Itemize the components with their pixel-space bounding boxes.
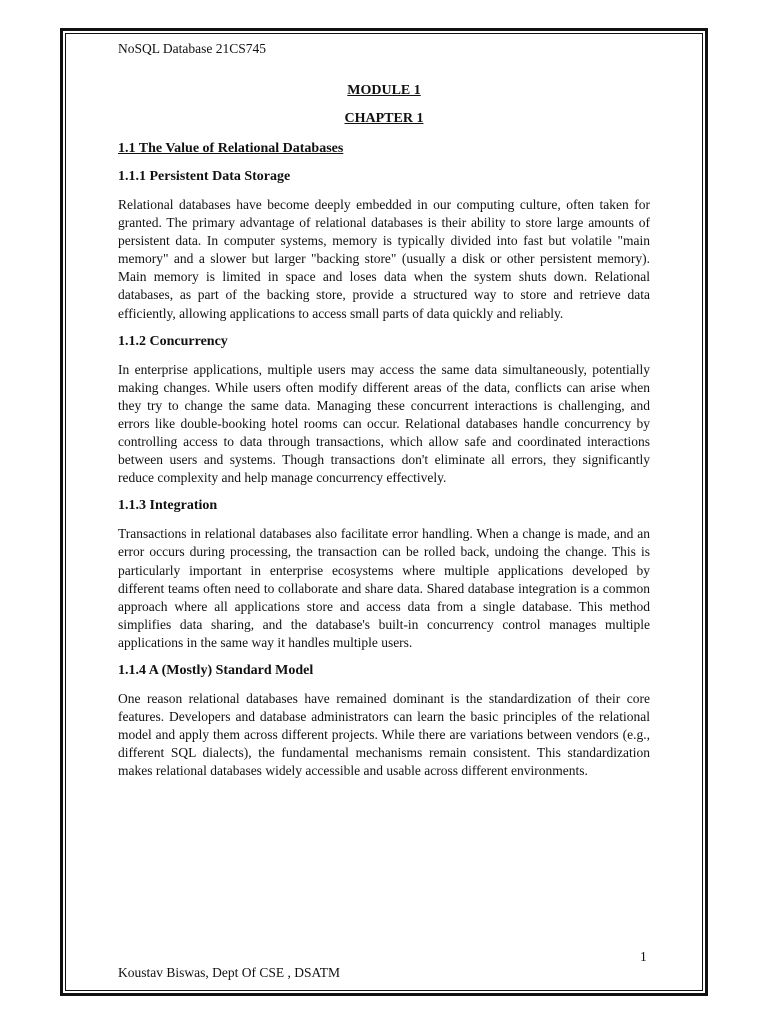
page-number: 1 — [640, 949, 647, 964]
section-title: 1.1 The Value of Relational Databases — [118, 141, 344, 156]
running-header: NoSQL Database 21CS745 — [118, 41, 266, 56]
paragraph-integration: Transactions in relational databases also facilitate error handling. When a change is made, and an error occurs during processing, the transaction can be rolled back, undoing the change. This is particularly important in enterprise ecosystems where multiple applications developed by different teams often need to collaborate and share data. Shared database integration is a common approach where all applications store and access data from a single database. This method simplifies data sharing, and the database's built-in concurrency control manages multiple applications in the same way it handles multiple users. — [118, 526, 650, 650]
subsection-title-persistent-storage: 1.1.1 Persistent Data Storage — [118, 169, 291, 184]
chapter-title: CHAPTER 1 — [344, 111, 424, 126]
paragraph-concurrency: In enterprise applications, multiple users may access the same data simultaneously, potentially making changes. While users often modify different areas of the data, conflicts can arise when they try to change the same data. Managing these concurrent interactions is challenging, and errors like double-booking hotel rooms can occur. Relational databases handle concurrency by controlling access to data through transactions, which allow safe and coordinated interactions between users and systems. Though transactions don't eliminate all errors, they significantly reduce complexity and help manage concurrency effectively. — [118, 361, 650, 486]
subsection-title-integration: 1.1.3 Integration — [118, 498, 218, 514]
module-title: MODULE 1 — [347, 83, 421, 98]
subsection-title-standard-model: 1.1.4 A (Mostly) Standard Model — [118, 662, 314, 678]
paragraph-standard-model: One reason relational databases have remained dominant is the standardization of their core features. Developers and database administrators can learn the basic principles of the relational model and apply them across different projects. While there are variations between vendors (e.g., different SQL dialects), the fundamental mechanisms remain consistent. This standardization makes relational databases widely accessible and usable across different environments. — [118, 690, 650, 779]
page-content — [118, 40, 650, 790]
subsection-title-concurrency: 1.1.2 Concurrency — [118, 333, 228, 349]
running-footer: Koustav Biswas, Dept Of CSE , DSATM — [118, 965, 341, 980]
paragraph-persistent-storage: Relational databases have become deeply embedded in our computing culture, often taken for granted. The primary advantage of relational databases is their ability to store large amounts of persistent data. In computer systems, memory is typically divided into fast but volatile "main memory" and a slower but larger "backing store" (usually a disk or other persistent memory). Main memory is limited in space and loses data when the system shuts down. Relational databases, as part of the backing store, provide a structured way to store and retrieve data efficiently, allowing applications to access small parts of data quickly and reliably. — [118, 197, 650, 321]
